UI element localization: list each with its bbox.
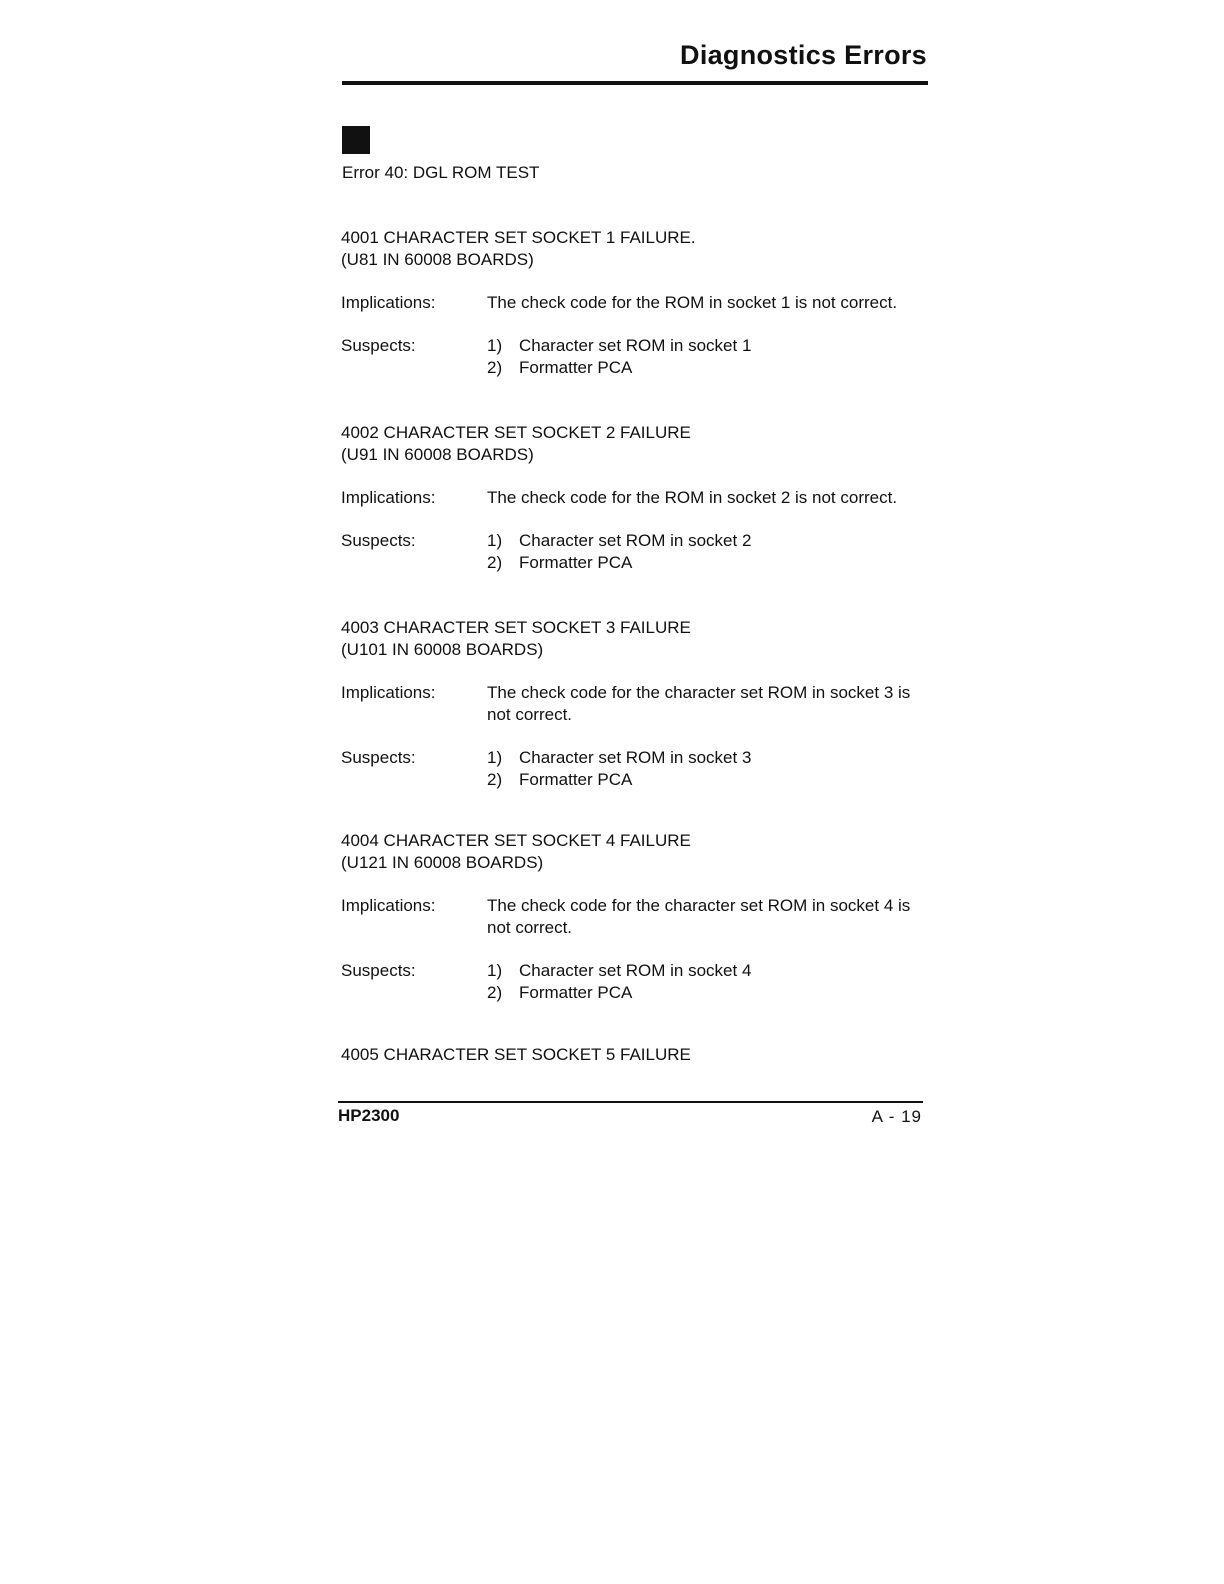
suspect-number: 2): [487, 770, 503, 789]
implications-field: [341, 487, 931, 509]
suspect-item: [487, 747, 931, 769]
error-code-line: 4001 CHARACTER SET SOCKET 1 FAILURE.: [341, 228, 696, 247]
suspect-text: Formatter PCA: [519, 983, 633, 1002]
error-entry-4002: [341, 422, 931, 574]
error-heading: [341, 830, 931, 874]
suspect-item: [487, 335, 931, 357]
suspect-text: Formatter PCA: [519, 770, 633, 789]
error-code-line: 4004 CHARACTER SET SOCKET 4 FAILURE: [341, 831, 691, 850]
board-location-line: (U121 IN 60008 BOARDS): [341, 853, 544, 872]
suspects-label: Suspects:: [341, 531, 416, 550]
suspects-list: [487, 747, 931, 791]
implications-text: The check code for the ROM in socket 2 is not correct.: [487, 488, 898, 507]
error-heading: [341, 227, 931, 271]
error-heading: [341, 1044, 931, 1066]
implications-text: The check code for the character set ROM in socket 3 is not correct.: [487, 683, 911, 724]
suspect-text: Character set ROM in socket 1: [519, 336, 752, 355]
implications-label: Implications:: [341, 896, 436, 915]
error-code-line: 4003 CHARACTER SET SOCKET 3 FAILURE: [341, 618, 691, 637]
error-code-line: 4005 CHARACTER SET SOCKET 5 FAILURE: [341, 1045, 691, 1064]
suspect-text: Formatter PCA: [519, 358, 633, 377]
implications-field: [341, 292, 931, 314]
error-heading: [341, 422, 931, 466]
suspect-text: Character set ROM in socket 2: [519, 531, 752, 550]
suspect-text: Character set ROM in socket 3: [519, 748, 752, 767]
suspect-number: 2): [487, 553, 503, 572]
footer-page-number: A - 19: [871, 1107, 922, 1126]
suspect-text: Character set ROM in socket 4: [519, 961, 752, 980]
suspect-item: [487, 960, 931, 982]
implications-label: Implications:: [341, 683, 436, 702]
suspect-text: Formatter PCA: [519, 553, 633, 572]
error-code-line: 4002 CHARACTER SET SOCKET 2 FAILURE: [341, 423, 691, 442]
suspect-item: [487, 769, 931, 791]
implications-label: Implications:: [341, 293, 436, 312]
suspects-label: Suspects:: [341, 336, 416, 355]
error-entry-4005: [341, 1044, 931, 1066]
board-location-line: (U91 IN 60008 BOARDS): [341, 445, 534, 464]
page-title: Diagnostics Errors: [680, 40, 927, 70]
error-entry-4001: [341, 227, 931, 379]
suspects-field: [341, 335, 931, 379]
suspects-list: [487, 530, 931, 574]
suspects-field: [341, 530, 931, 574]
section-title: Error 40: DGL ROM TEST: [342, 163, 540, 182]
error-heading: [341, 617, 931, 661]
suspects-field: [341, 747, 931, 791]
suspect-number: 2): [487, 358, 503, 377]
suspect-number: 1): [487, 961, 503, 980]
section-marker: [342, 126, 370, 154]
suspects-list: [487, 960, 931, 1004]
suspect-number: 1): [487, 748, 503, 767]
footer-rule: [338, 1101, 923, 1103]
board-location-line: (U81 IN 60008 BOARDS): [341, 250, 534, 269]
suspect-item: [487, 357, 931, 379]
board-location-line: (U101 IN 60008 BOARDS): [341, 640, 544, 659]
error-entry-4004: [341, 830, 931, 1004]
implications-text: The check code for the ROM in socket 1 is not correct.: [487, 293, 898, 312]
implications-field: [341, 895, 931, 939]
implications-field: [341, 682, 931, 726]
suspect-item: [487, 530, 931, 552]
suspects-label: Suspects:: [341, 748, 416, 767]
footer-product-name: HP2300: [338, 1106, 400, 1125]
implications-text: The check code for the character set ROM in socket 4 is not correct.: [487, 896, 911, 937]
suspects-list: [487, 335, 931, 379]
implications-label: Implications:: [341, 488, 436, 507]
suspects-label: Suspects:: [341, 961, 416, 980]
suspect-item: [487, 552, 931, 574]
suspects-field: [341, 960, 931, 1004]
error-entry-4003: [341, 617, 931, 791]
suspect-number: 1): [487, 531, 503, 550]
suspect-item: [487, 982, 931, 1004]
header-rule: [342, 81, 928, 85]
suspect-number: 2): [487, 983, 503, 1002]
suspect-number: 1): [487, 336, 503, 355]
